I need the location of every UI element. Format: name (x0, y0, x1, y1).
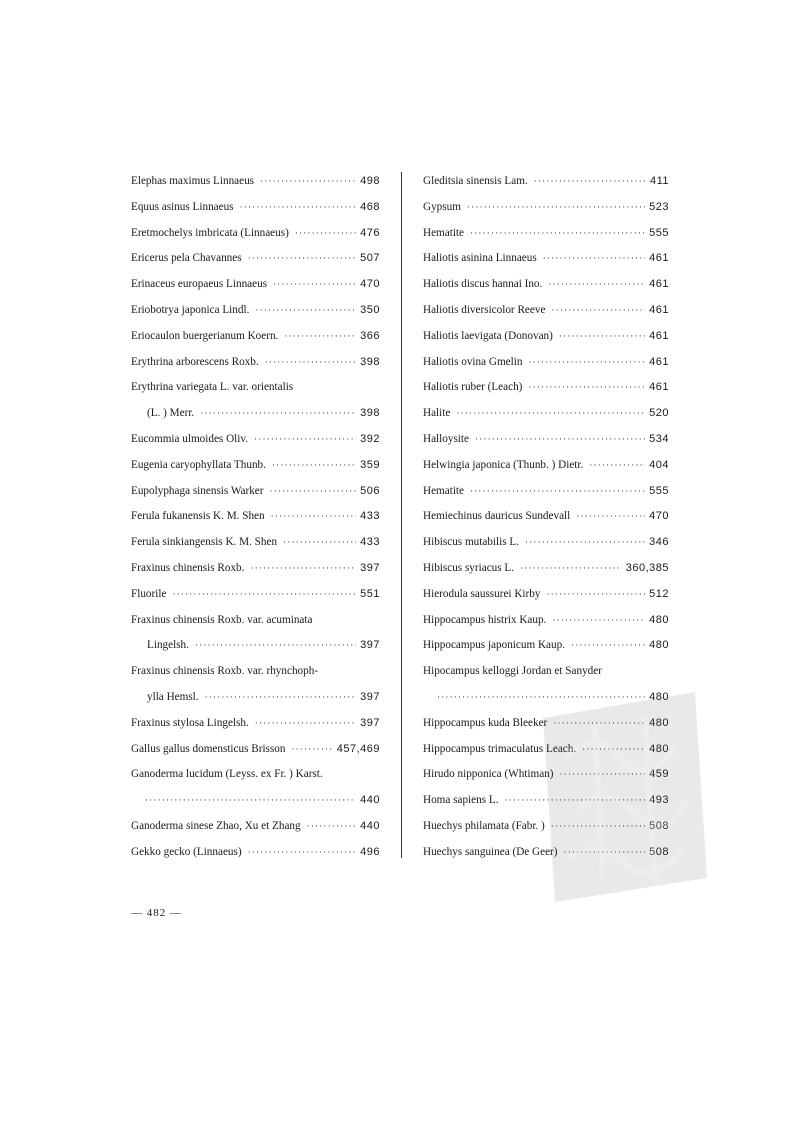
index-entry (131, 737, 380, 763)
index-entry (423, 840, 669, 866)
index-entry (131, 298, 380, 324)
entry-name: Gekko gecko (Linnaeus) (131, 845, 242, 858)
entry-page-number: 512 (649, 587, 669, 600)
entry-name: Hierodula saussurei Kirby (423, 587, 541, 600)
entry-name: Elephas maximus Linnaeus (131, 175, 255, 187)
leader-dots (248, 840, 357, 866)
index-entry (423, 530, 669, 556)
entry-page-number: 404 (649, 458, 669, 471)
entry-page-number: 523 (649, 200, 669, 213)
entry-page-number: 480 (649, 613, 669, 626)
index-entry (423, 659, 669, 711)
entry-name: Halloysite (423, 432, 469, 445)
index-entry (131, 659, 380, 711)
entry-name: Hematite (423, 484, 465, 497)
entry-page-number: 480 (649, 639, 669, 652)
entry-name: Erythrina variegata L. var. orientalis (131, 381, 294, 394)
entry-name: Hibiscus mutabilis L. (423, 536, 520, 549)
leader-dots (248, 246, 357, 272)
index-entry (131, 840, 380, 866)
entry-name: Gleditsia sinensis Lam. (423, 175, 528, 187)
entry-name: Eupolyphaga sinensis Warker (131, 484, 264, 497)
entry-name: Halite (423, 407, 451, 420)
entry-name: Huechys philamata (Fabr. ) (423, 819, 545, 832)
entry-page-number: 397 (360, 690, 380, 703)
entry-page-number: 461 (649, 355, 669, 368)
entry-page-number: 346 (649, 536, 669, 549)
index-entry (131, 169, 380, 195)
leader-dots (273, 272, 356, 298)
entry-name: Hippocampus histrix Kaup. (423, 613, 547, 626)
entry-name: Fluorile (131, 587, 167, 600)
leader-dots (552, 608, 645, 634)
leader-dots (254, 427, 356, 453)
leader-dots (553, 711, 645, 737)
entry-page-number: 498 (360, 175, 380, 187)
leader-dots (240, 195, 357, 221)
entry-page-number: 461 (649, 381, 669, 394)
entry-name: Ferula sinkiangensis K. M. Shen (131, 536, 278, 549)
right-index-column (423, 169, 669, 866)
entry-name: Hippocampus trimaculatus Leach. (423, 742, 577, 755)
leader-dots (283, 530, 356, 556)
entry-name: Helwingia japonica (Thunb. ) Dietr. (423, 458, 584, 471)
entry-name: Eugenia caryophyllata Thunb. (131, 458, 266, 471)
entry-page-number: 480 (649, 690, 669, 703)
index-entry (423, 221, 669, 247)
index-entry (131, 246, 380, 272)
index-entry (423, 504, 669, 530)
index-entry (423, 375, 669, 401)
index-entry (131, 427, 380, 453)
leader-dots (456, 401, 645, 427)
leader-dots (250, 556, 356, 582)
index-entry (423, 633, 669, 659)
entry-name: Ganoderma lucidum (Leyss. ex Fr. ) Karst. (131, 768, 323, 781)
entry-page-number: 461 (649, 303, 669, 316)
entry-page-number: 461 (649, 278, 669, 291)
entry-page-number: 398 (360, 355, 380, 368)
entry-page-number: 506 (360, 484, 380, 497)
index-entry (423, 737, 669, 763)
entry-name: Eriobotrya japonica Lindl. (131, 303, 250, 316)
page-number-footer: — 482 — (131, 907, 182, 919)
entry-name: Haliotis asinina Linnaeus (423, 252, 537, 265)
index-entry (423, 169, 669, 195)
index-entry (423, 788, 669, 814)
entry-page-number: 470 (360, 278, 380, 291)
index-entry (423, 427, 669, 453)
leader-dots (271, 504, 357, 530)
leader-dots (505, 788, 646, 814)
leader-dots (291, 737, 332, 763)
entry-page-number: 397 (360, 716, 380, 729)
index-entry (131, 762, 380, 814)
entry-name: Eretmochelys imbricata (Linnaeus) (131, 226, 289, 239)
entry-name: Haliotis discus hannai Ino. (423, 278, 543, 291)
leader-dots (467, 195, 645, 221)
column-divider (401, 172, 402, 858)
entry-name: Fraxinus chinensis Roxb. var. acuminata (131, 613, 313, 626)
entry-page-number: 493 (649, 794, 669, 807)
leader-dots (272, 453, 356, 479)
entry-page-number: 398 (360, 407, 380, 420)
entry-name: Hippocampus kuda Bleeker (423, 716, 548, 729)
entry-name: Haliotis ruber (Leach) (423, 381, 523, 394)
index-entry (131, 814, 380, 840)
left-index-column (131, 169, 380, 866)
leader-dots (255, 711, 356, 737)
index-entry (131, 350, 380, 376)
entry-name: Haliotis ovina Gmelin (423, 355, 523, 368)
index-entry (423, 582, 669, 608)
entry-name: Haliotis laevigata (Donovan) (423, 329, 553, 342)
entry-name: Hemiechinus dauricus Sundevall (423, 510, 571, 523)
index-entry (131, 582, 380, 608)
entry-page-number: 520 (649, 407, 669, 420)
entry-page-number: 459 (649, 768, 669, 781)
entry-name: Hippocampus japonicum Kaup. (423, 639, 565, 652)
index-entry (423, 556, 669, 582)
entry-page-number: 534 (649, 432, 669, 445)
index-entry (423, 246, 669, 272)
entry-continuation: Lingelsh. (147, 639, 189, 652)
leader-dots (195, 633, 356, 659)
entry-name: Huechys sanguinea (De Geer) (423, 845, 558, 858)
entry-name: Ferula fukanensis K. M. Shen (131, 510, 265, 523)
entry-page-number: 433 (360, 536, 380, 549)
leader-dots (546, 582, 645, 608)
leader-dots (200, 401, 356, 427)
index-entry (423, 479, 669, 505)
leader-dots (560, 762, 646, 788)
entry-name: Fraxinus chinensis Roxb. (131, 561, 245, 574)
entry-name: Gypsum (423, 200, 461, 213)
leader-dots (548, 272, 645, 298)
entry-name: Gallus gallus domensticus Brisson (131, 742, 286, 755)
entry-page-number: 433 (360, 510, 380, 523)
leader-dots (564, 840, 646, 866)
index-entry (423, 711, 669, 737)
leader-dots (543, 246, 645, 272)
index-entry (131, 504, 380, 530)
index-entry (131, 479, 380, 505)
index-entry (131, 530, 380, 556)
leader-dots (145, 788, 356, 814)
leader-dots (528, 375, 645, 401)
index-entry (131, 608, 380, 660)
entry-page-number: 392 (360, 432, 380, 445)
leader-dots (470, 221, 645, 247)
entry-page-number: 366 (360, 329, 380, 342)
leader-dots (525, 530, 645, 556)
entry-page-number: 359 (360, 458, 380, 471)
leader-dots (528, 350, 645, 376)
index-entry (131, 195, 380, 221)
leader-dots (470, 479, 645, 505)
entry-page-number: 457,469 (336, 742, 380, 755)
leader-dots (534, 169, 646, 195)
leader-dots (295, 221, 356, 247)
entry-name: Haliotis diversicolor Reeve (423, 303, 546, 316)
index-entry (131, 375, 380, 427)
entry-page-number: 440 (360, 794, 380, 807)
leader-dots (172, 582, 356, 608)
entry-name: Ganoderma sinese Zhao, Xu et Zhang (131, 819, 301, 832)
entry-name: Hematite (423, 226, 465, 239)
entry-page-number: 508 (649, 845, 669, 858)
leader-dots (551, 814, 645, 840)
index-entry (423, 298, 669, 324)
leader-dots (265, 350, 356, 376)
index-entry (131, 221, 380, 247)
entry-page-number: 496 (360, 845, 380, 858)
entry-page-number: 461 (649, 329, 669, 342)
entry-name: Hirudo nipponica (Whtiman) (423, 768, 554, 781)
entry-page-number: 350 (360, 303, 380, 316)
leader-dots (475, 427, 645, 453)
entry-name: Fraxinus chinensis Roxb. var. rhynchoph- (131, 665, 319, 678)
leader-dots (307, 814, 357, 840)
entry-name: Homa sapiens L. (423, 794, 499, 807)
entry-name: Erythrina arborescens Roxb. (131, 355, 259, 368)
entry-name: Equus asinus Linnaeus (131, 200, 234, 213)
entry-continuation: ylla Hemsl. (147, 690, 199, 703)
index-entry (423, 401, 669, 427)
leader-dots (437, 685, 645, 711)
entry-page-number: 508 (649, 819, 669, 832)
leader-dots (270, 479, 357, 505)
leader-dots (582, 737, 645, 763)
entry-page-number: 555 (649, 484, 669, 497)
entry-page-number: 551 (360, 587, 380, 600)
entry-name: Hipocampus kelloggi Jordan et Sanyder (423, 665, 602, 678)
leader-dots (255, 298, 356, 324)
leader-dots (571, 633, 645, 659)
entry-name: Ericerus pela Chavannes (131, 252, 242, 265)
index-entry (423, 195, 669, 221)
entry-page-number: 555 (649, 226, 669, 239)
index-entry (131, 324, 380, 350)
leader-dots (260, 169, 356, 195)
entry-page-number: 461 (649, 252, 669, 265)
index-entry (423, 350, 669, 376)
index-entry (131, 453, 380, 479)
entry-name: Hibiscus syriacus L. (423, 561, 515, 574)
leader-dots (284, 324, 356, 350)
index-entry (423, 324, 669, 350)
entry-page-number: 411 (649, 175, 669, 187)
entry-page-number: 360,385 (625, 561, 669, 574)
leader-dots (589, 453, 645, 479)
entry-name: Eriocaulon buergerianum Koern. (131, 329, 279, 342)
leader-dots (551, 298, 645, 324)
entry-page-number: 480 (649, 716, 669, 729)
index-entry (423, 453, 669, 479)
entry-name: Erinaceus europaeus Linnaeus (131, 278, 268, 291)
entry-continuation: (L. ) Merr. (147, 407, 195, 420)
leader-dots (205, 685, 357, 711)
entry-page-number: 468 (360, 200, 380, 213)
entry-page-number: 470 (649, 510, 669, 523)
index-entry (131, 272, 380, 298)
entry-page-number: 440 (360, 819, 380, 832)
entry-page-number: 480 (649, 742, 669, 755)
leader-dots (559, 324, 645, 350)
entry-page-number: 397 (360, 561, 380, 574)
index-entry (423, 762, 669, 788)
index-entry (423, 814, 669, 840)
index-entry (423, 608, 669, 634)
index-entry (131, 556, 380, 582)
index-entry (423, 272, 669, 298)
entry-page-number: 476 (360, 226, 380, 239)
leader-dots (576, 504, 645, 530)
entry-name: Eucommia ulmoides Oliv. (131, 432, 249, 445)
entry-page-number: 507 (360, 252, 380, 265)
entry-name: Fraxinus stylosa Lingelsh. (131, 716, 249, 729)
leader-dots (520, 556, 622, 582)
entry-page-number: 397 (360, 639, 380, 652)
index-entry (131, 711, 380, 737)
